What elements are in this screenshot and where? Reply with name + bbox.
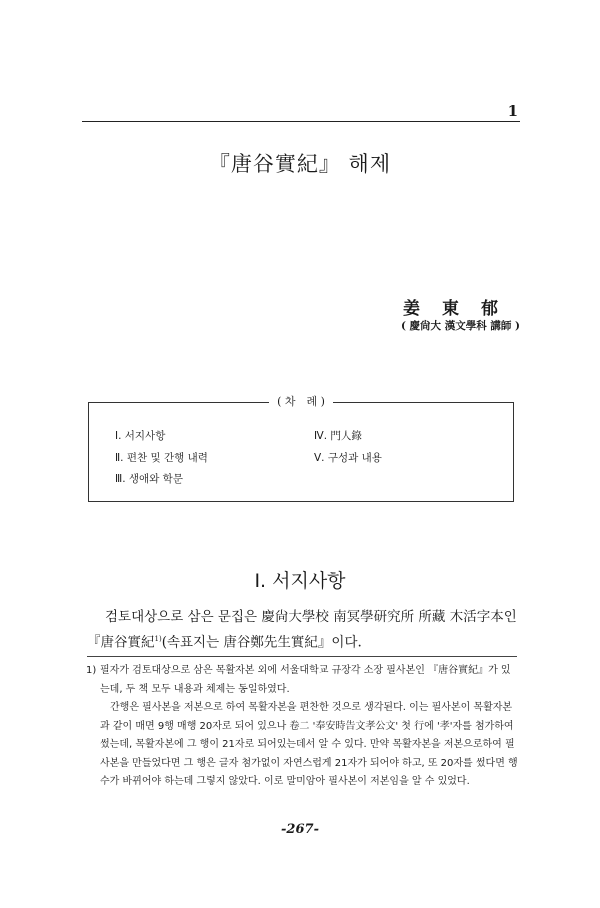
- toc-heading: ( 차 례 ): [89, 394, 513, 410]
- body-paragraph: 검토대상으로 삼은 문집은 慶尙大學校 南冥學研究所 所藏 木活字本인 『唐谷實紀$^{1)}$(속표지는 唐谷鄭先生實紀』이다.: [87, 609, 517, 651]
- footnote-rule: [87, 656, 517, 657]
- toc-item-1: Ⅰ. 서지사항: [115, 430, 166, 442]
- footnote-1-continuation: 간행은 필사본을 저본으로 하여 목활자본을 편찬한 것으로 생각된다. 이는 필사본이 목활자본과 같이 매면 9행 매행 20자로 되어 있으나 卷二 '奉安時告文孝公文' 첫 行에 '孝'자를 첨가하여 썼는데, 목활자본에 그 행이 21자로 되어있는데서 알 수 있다. 만약 목활자본을 저본으로하여 필사본을 만들었다면 그 행은 글자 첨가없이 자연스럽게 21자가 되어야 하고, 또 20자를 썼다면 행수가 바뀌어야 하는데 그렇지 않았다. 이로 말미암아 필사본이 저본임을 알 수 있었다.: [100, 702, 518, 787]
- toc-item-3: Ⅲ. 생애와 학문: [115, 473, 183, 485]
- header-rule: [82, 121, 520, 122]
- author-name: 姜東郁: [403, 299, 520, 319]
- table-of-contents: [88, 395, 514, 502]
- author-affiliation: ( 慶尙大 漢文學科 講師 ): [400, 320, 520, 332]
- document-title: 『唐谷實紀』 해제: [208, 152, 392, 176]
- toc-item-5: Ⅴ. 구성과 내용: [314, 452, 382, 464]
- page-number: 1: [507, 102, 518, 120]
- folio: -267-: [281, 822, 319, 837]
- toc-item-2: Ⅱ. 편찬 및 간행 내력: [115, 452, 208, 464]
- section-title: Ⅰ. 서지사항: [254, 570, 346, 592]
- footnote-ref: 1): [154, 635, 162, 643]
- footnote-1: 1) 필자가 검토대상으로 삼은 목활자본 외에 서울대학교 규장각 소장 필사본인 『唐谷實紀』가 있는데, 두 책 모두 내용과 체제는 동일하였다.: [86, 665, 511, 695]
- toc-item-4: Ⅳ. 門人錄: [314, 430, 362, 442]
